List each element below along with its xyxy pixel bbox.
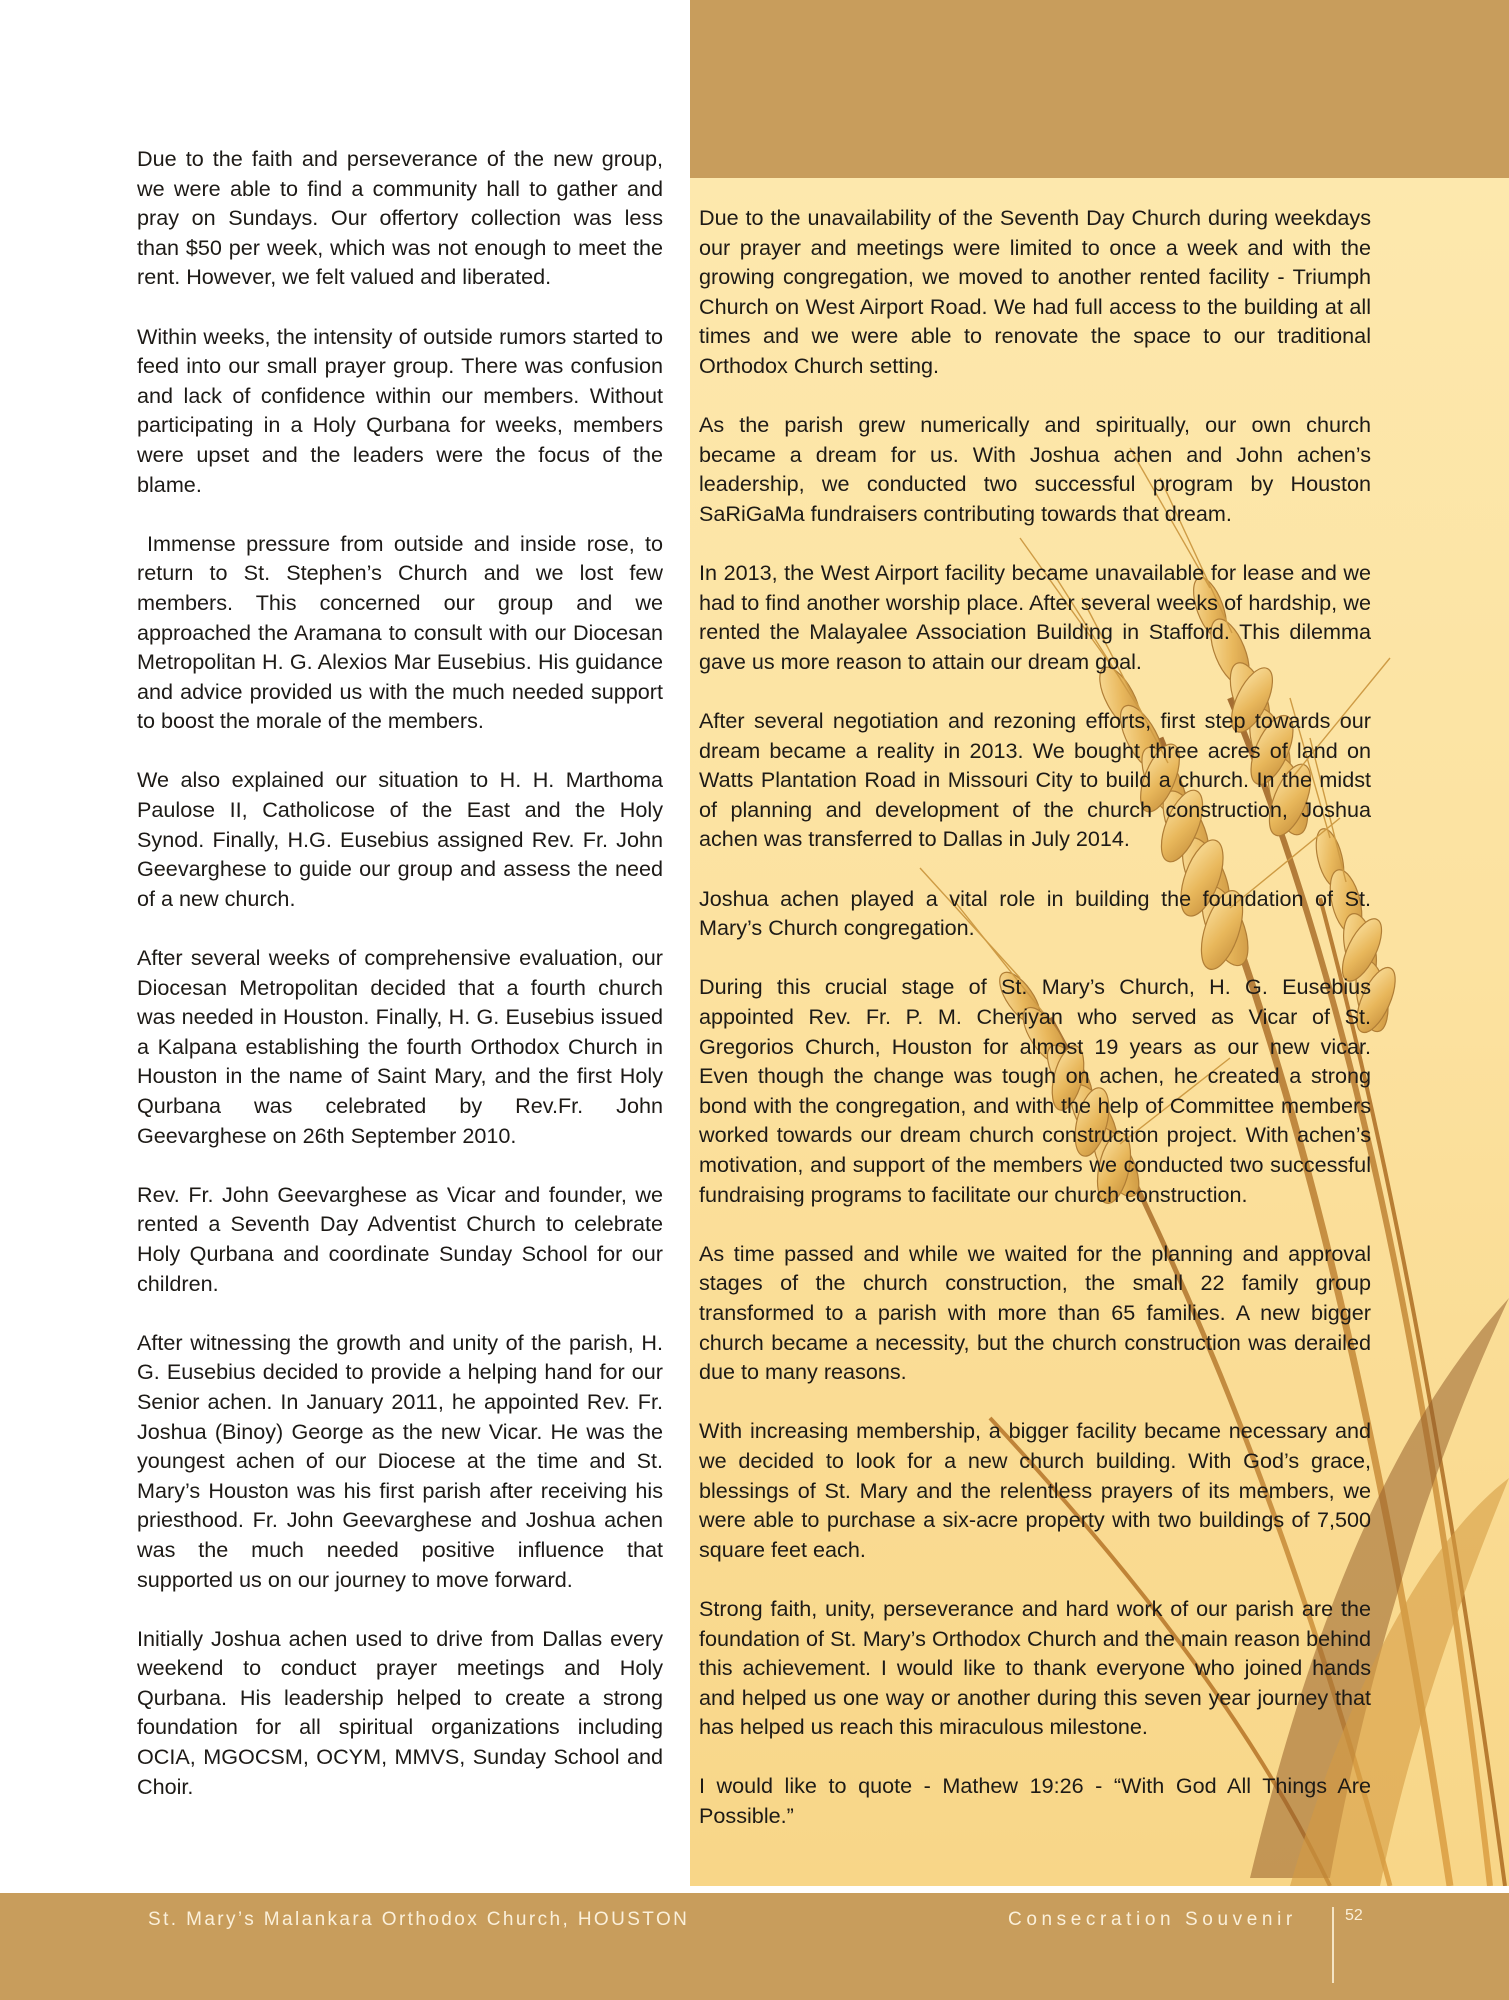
- left-paragraph-3: Immense pressure from outside and inside rose, to return to St. Stephen’s Church and we lost few members. This concerned our group and we approached the Aramana to consult with our Diocesan Metropolitan H. G. Alexios Mar Eusebius. His guidance and advice provided us with the much needed support to boost the morale of the members.: [137, 530, 663, 734]
- right-paragraph-4: After several negotiation and rezoning efforts, first step towards our dream became a reality in 2013. We bought three acres of land on Watts Plantation Road in Missouri City to build a church. In the midst of planning and development of the church construction, Joshua achen was transferred to Dallas in July 2014.: [699, 708, 1371, 852]
- left-paragraph-2: Within weeks, the intensity of outside rumors started to feed into our small prayer group. There was confusion and lack of confidence within our members. Without participating in a Holy Qurbana for weeks, members were upset and the leaders were the focus of the blame.: [137, 323, 663, 497]
- left-paragraph-4: We also explained our situation to H. H. Marthoma Paulose II, Catholicose of the East and the Holy Synod. Finally, H.G. Eusebius assigned Rev. Fr. John Geevarghese to guide our group and assess the need of a new church.: [137, 767, 663, 911]
- left-paragraph-7: After witnessing the growth and unity of the parish, H. G. Eusebius decided to provide a helping hand for our Senior achen. In January 2011, he appointed Rev. Fr. Joshua (Binoy) George as the new Vicar. He was the youngest achen of our Diocese at the time and St. Mary’s Houston was his first parish after receiving his priesthood. Fr. John Geevarghese and Joshua achen was the much needed positive influence that supported us on our journey to move forward.: [137, 1329, 663, 1592]
- page-number: 52: [1345, 1907, 1363, 1924]
- right-text-column: [699, 203, 1371, 1860]
- footer-divider: [1332, 1907, 1334, 1983]
- right-paragraph-9: Strong faith, unity, perseverance and hard work of our parish are the foundation of St. Mary’s Orthodox Church and the main reason behind this achievement. I would like to thank everyone who joined hands and helped us one way or another during this seven year journey that has helped us reach this miraculous milestone.: [699, 1595, 1371, 1740]
- left-paragraph-6: Rev. Fr. John Geevarghese as Vicar and founder, we rented a Seventh Day Adventist Church to celebrate Holy Qurbana and coordinate Sunday School for our children.: [137, 1181, 663, 1296]
- right-paragraph-1: Due to the unavailability of the Seventh Day Church during weekdays our prayer and meetings were limited to once a week and with the growing congregation, we moved to another rented facility - Triumph Church on West Airport Road. We had full access to the building at all times and we were able to renovate the space to our traditional Orthodox Church setting.: [699, 205, 1371, 378]
- right-paragraph-8: With increasing membership, a bigger facility became necessary and we decided to look for a new church building. With God’s grace, blessings of St. Mary and the relentless prayers of its members, we were able to purchase a six-acre property with two buildings of 7,500 square feet each.: [699, 1418, 1371, 1562]
- footer-church-name: St. Mary’s Malankara Orthodox Church, HOUSTON: [148, 1909, 690, 1930]
- left-paragraph-5: After several weeks of comprehensive evaluation, our Diocesan Metropolitan decided that a fourth church was needed in Houston. Finally, H. G. Eusebius issued a Kalpana establishing the fourth Orthodox Church in Houston in the name of Saint Mary, and the first Holy Qurbana was celebrated by Rev.Fr. John Geevarghese on 26th September 2010.: [137, 945, 663, 1148]
- footer-publication-title: Consecration Souvenir: [1008, 1909, 1297, 1930]
- left-paragraph-1: Due to the faith and perseverance of the new group, we were able to find a community hall to gather and pray on Sundays. Our offertory collection was less than $50 per week, which was not enough to meet the rent. However, we felt valued and liberated.: [137, 146, 663, 290]
- left-text-column: [137, 144, 663, 1831]
- right-paragraph-10: I would like to quote - Mathew 19:26 - “With God All Things Are Possible.”: [699, 1773, 1371, 1829]
- right-paragraph-3: In 2013, the West Airport facility became unavailable for lease and we had to find another worship place. After several weeks of hardship, we rented the Malayalee Association Building in Stafford. This dilemma gave us more reason to attain our dream goal.: [699, 560, 1371, 674]
- right-paragraph-2: As the parish grew numerically and spiritually, our own church became a dream for us. With Joshua achen and John achen’s leadership, we conducted two successful program by Houston SaRiGaMa fundraisers contributing towards that dream.: [699, 412, 1371, 526]
- left-paragraph-8: Initially Joshua achen used to drive from Dallas every weekend to conduct prayer meetings and Holy Qurbana. His leadership helped to create a strong foundation for all spiritual organizations including OCIA, MGOCSM, OCYM, MMVS, Sunday School and Choir.: [137, 1625, 663, 1799]
- right-paragraph-6: During this crucial stage of St. Mary’s Church, H. G. Eusebius appointed Rev. Fr. P. M. Cheriyan who served as Vicar of St. Gregorios Church, Houston for almost 19 years as our new vicar. Even though the change was tough on achen, he created a strong bond with the congregation, and with the help of Committee members worked towards our dream church construction project. With achen’s motivation, and support of the members we conducted two successful fundraising programs to facilitate our church construction.: [699, 974, 1371, 1207]
- right-paragraph-7: As time passed and while we waited for the planning and approval stages of the church construction, the small 22 family group transformed to a parish with more than 65 families. A new bigger church became a necessity, but the church construction was derailed due to many reasons.: [699, 1240, 1371, 1385]
- page-footer: [0, 1893, 1509, 2000]
- header-color-band: [690, 0, 1509, 178]
- right-paragraph-5: Joshua achen played a vital role in building the foundation of St. Mary’s Church congregation.: [699, 885, 1371, 941]
